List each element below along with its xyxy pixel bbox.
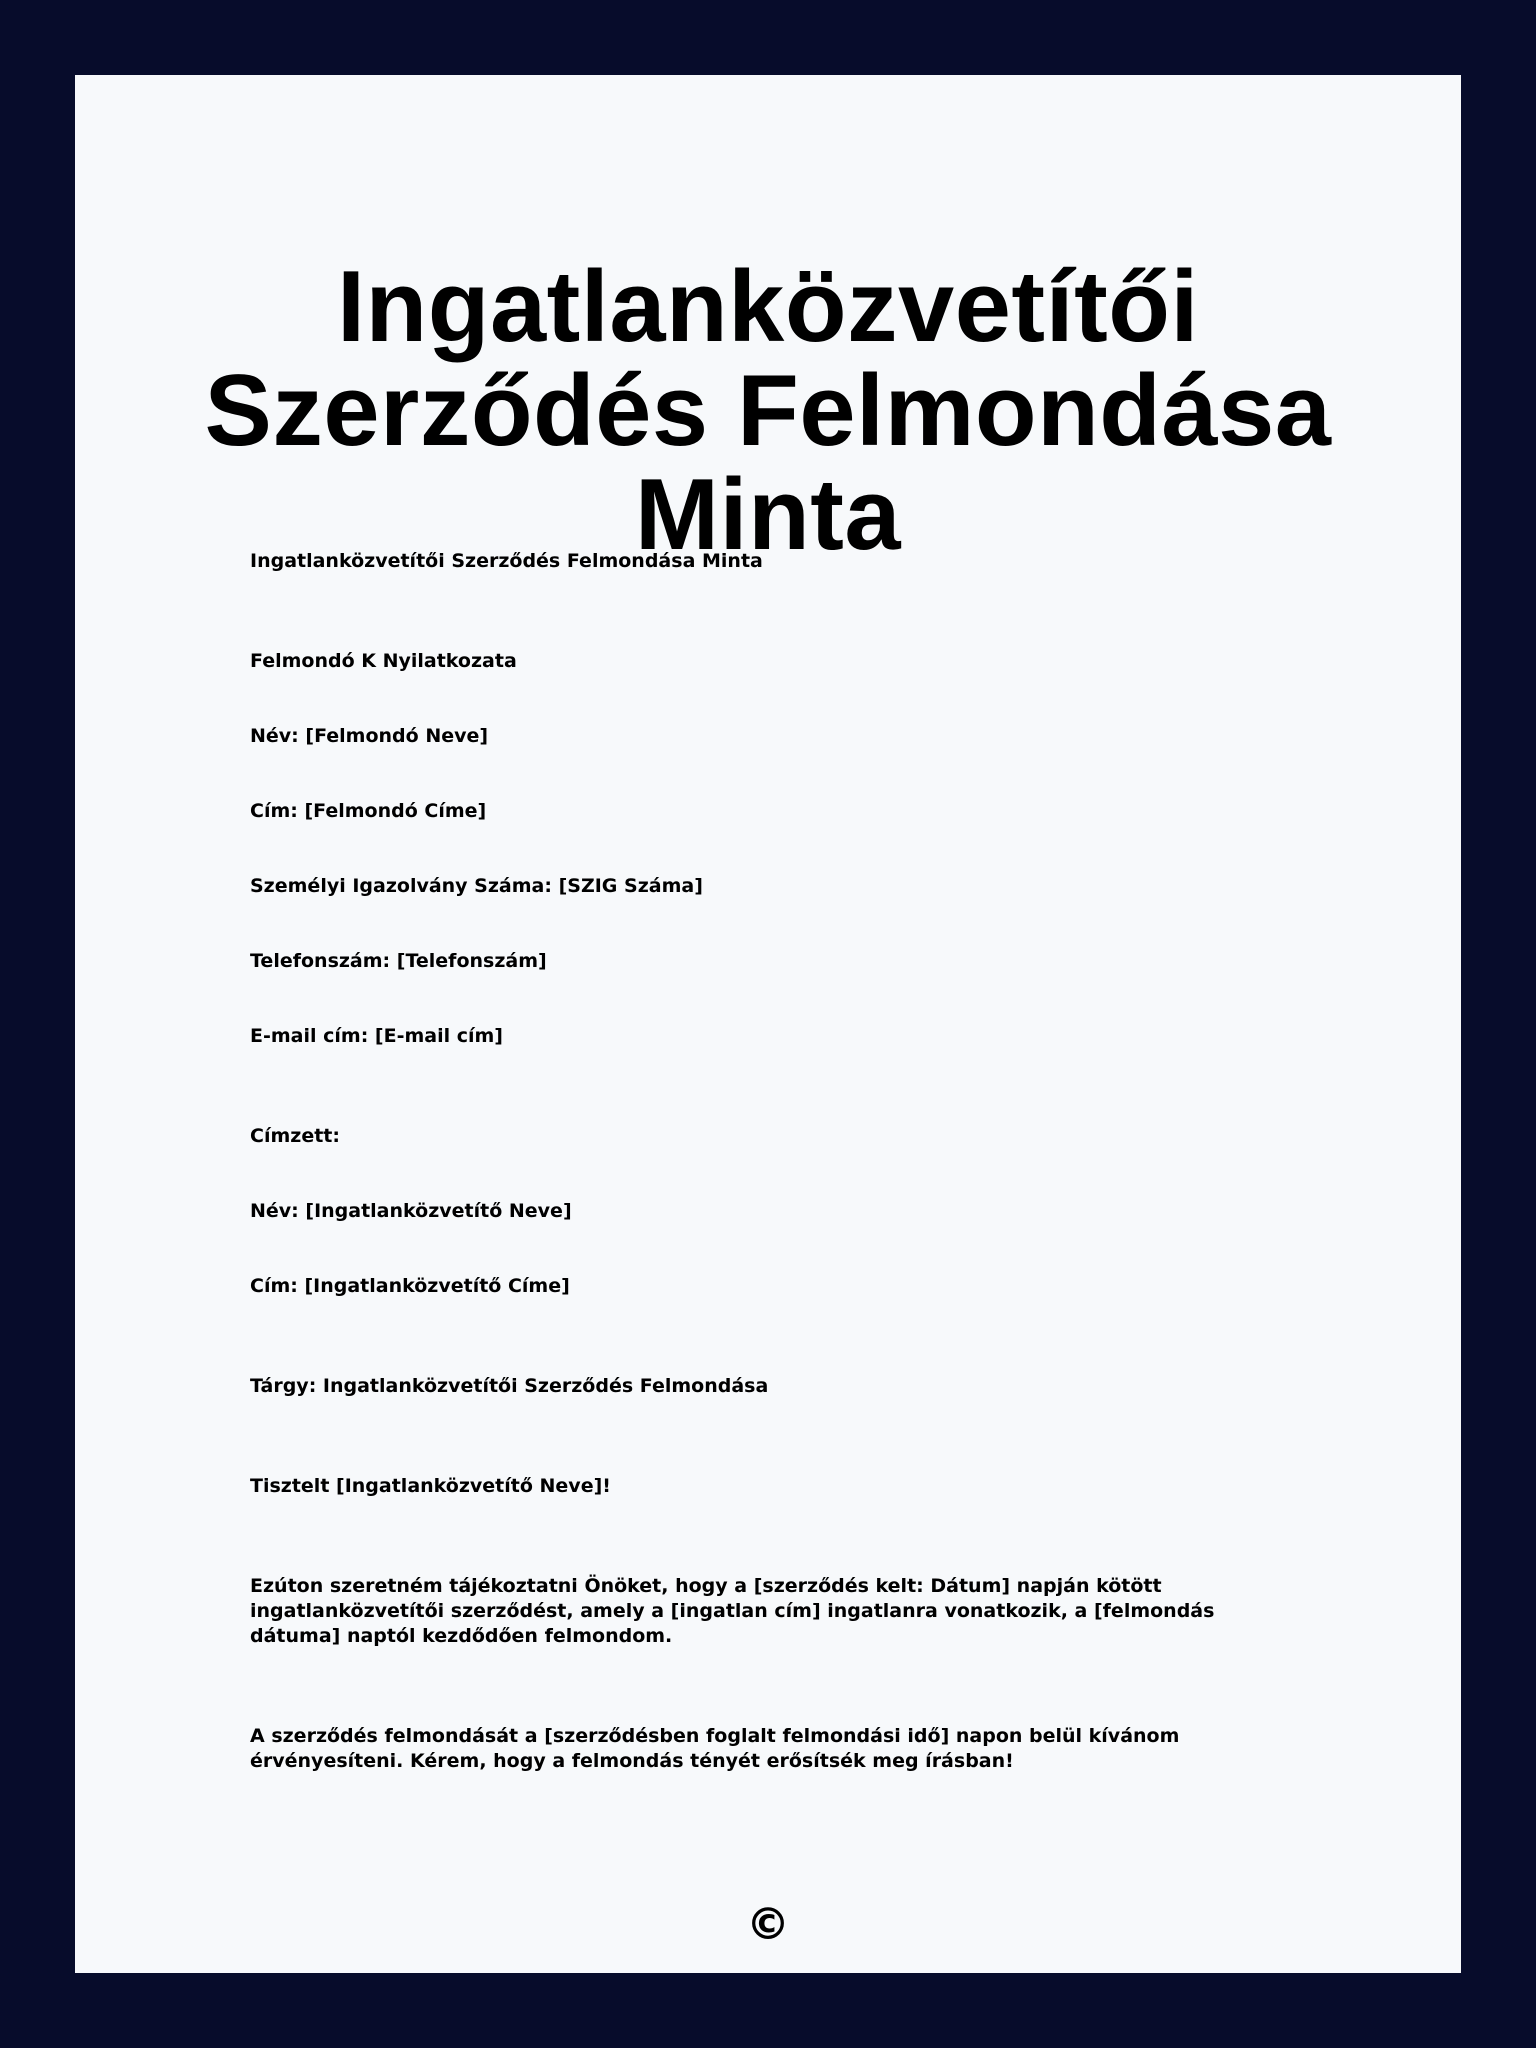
body-paragraph-2: A szerződés felmondását a [szerződésben foglalt felmondási idő] napon belül kívánom érvényesíteni. Kérem, hogy a felmondás tényét erősítsék meg írásban! [250, 1725, 1180, 1772]
recipient-heading: Címzett: [250, 1125, 340, 1147]
sender-phone: Telefonszám: [Telefonszám] [250, 950, 547, 972]
page-title: Ingatlanközvetítői Szerződés Felmondása Minta [204, 251, 1332, 571]
recipient-name: Név: [Ingatlanközvetítő Neve] [250, 1200, 572, 1222]
document-page [75, 75, 1461, 1973]
salutation: Tisztelt [Ingatlanközvetítő Neve]! [250, 1475, 611, 1497]
sender-id-number: Személyi Igazolvány Száma: [SZIG Száma] [250, 875, 703, 897]
body-paragraph-1: Ezúton szeretném tájékoztatni Önöket, hogy a [szerződés kelt: Dátum] napján kötött ingatlanközvetítői szerződést, amely a [ingatlan cím] ingatlanra vonatkozik, a [felmondás dátuma] naptól kezdődően felmondom. [250, 1575, 1215, 1647]
subject-line: Tárgy: Ingatlanközvetítői Szerződés Felmondása [250, 1375, 769, 1397]
sender-name: Név: [Felmondó Neve] [250, 725, 489, 747]
sender-email: E-mail cím: [E-mail cím] [250, 1025, 503, 1047]
recipient-address: Cím: [Ingatlanközvetítő Címe] [250, 1275, 570, 1297]
sender-address: Cím: [Felmondó Címe] [250, 800, 487, 822]
copyright-icon: © [746, 1899, 790, 1950]
document-subtitle: Ingatlanközvetítői Szerződés Felmondása Minta [250, 550, 763, 572]
sender-heading: Felmondó K Nyilatkozata [250, 650, 517, 672]
